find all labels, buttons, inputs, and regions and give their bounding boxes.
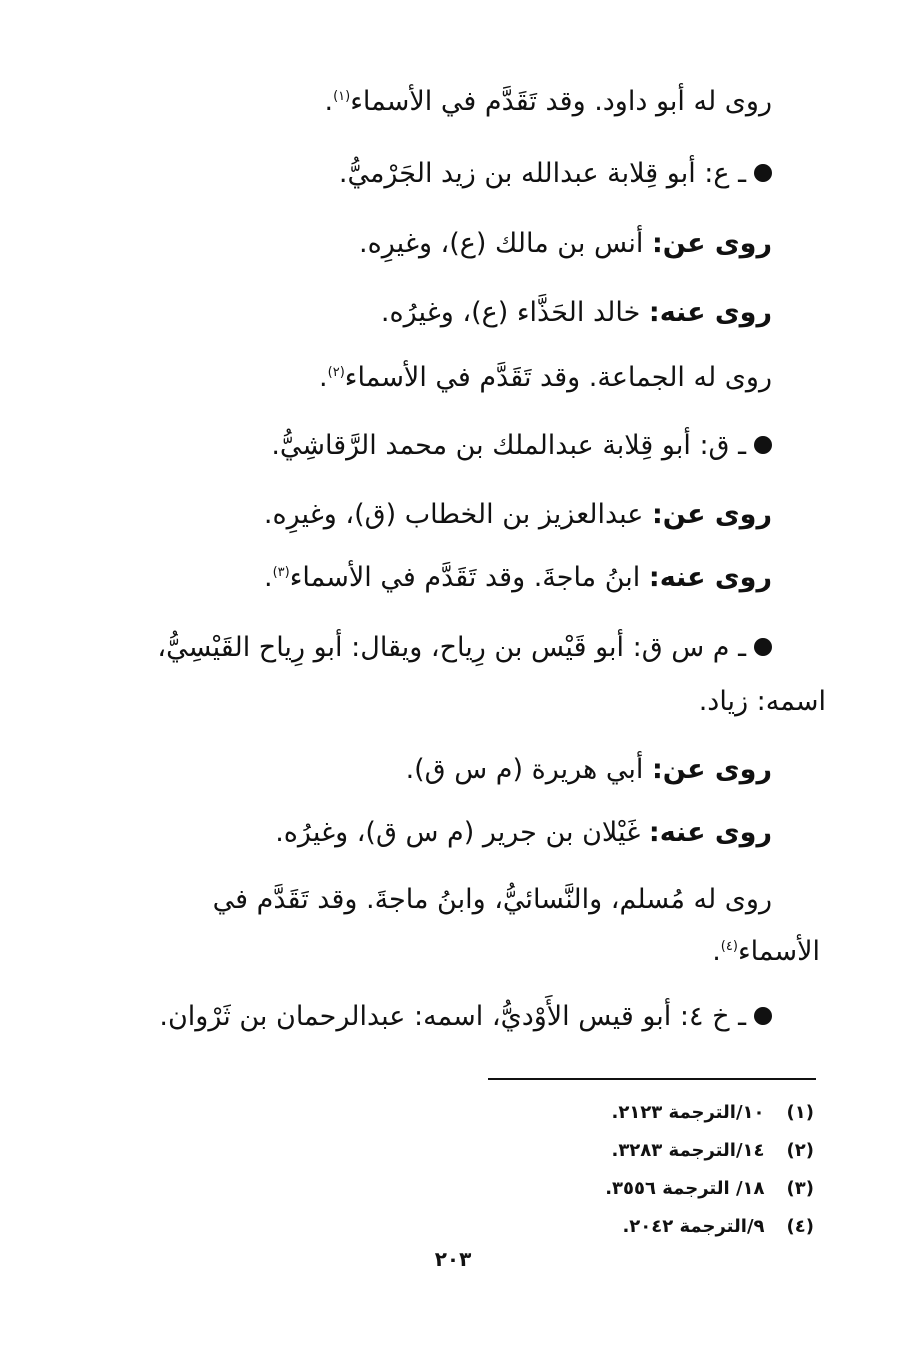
footnote-text: ٩/الترجمة ٢٠٤٢. bbox=[622, 1216, 765, 1237]
footnote-ref-3: (٣) bbox=[272, 565, 290, 580]
text-line-13 bbox=[213, 880, 772, 920]
text-line-8: روى عنه: ابنُ ماجةَ. وقد تَقَدَّم في الأسماء$^{(٣)}$. bbox=[263, 562, 772, 593]
narrated-by-label: روى عنه: bbox=[648, 562, 772, 593]
text-line-11 bbox=[406, 750, 772, 790]
entry-heading-abu-qays-ibn-riyah bbox=[157, 628, 772, 668]
bullet-icon bbox=[754, 638, 772, 656]
entry-heading-text: ـ خ ٤: أبو قيس الأَوْديُّ، اسمه: عبدالرحمان بن ثَرْوان. bbox=[159, 1001, 746, 1032]
text-line-10 bbox=[699, 682, 826, 722]
footnote-1 bbox=[611, 1100, 814, 1126]
text-line-5: روى له الجماعة. وقد تَقَدَّم في الأسماء$^{(٢)}$. bbox=[319, 362, 772, 393]
narrated-from-label: روى عن: bbox=[651, 754, 772, 785]
narrated-by-label: روى عنه: bbox=[648, 817, 772, 848]
footnote-text: ١٨/ الترجمة ٣٥٥٦. bbox=[605, 1178, 765, 1199]
text-line-4 bbox=[381, 293, 772, 333]
footnote-3 bbox=[605, 1176, 814, 1202]
footnote-separator bbox=[488, 1078, 816, 1080]
footnote-4 bbox=[622, 1214, 814, 1240]
bullet-icon bbox=[754, 164, 772, 182]
line-text: روى له مُسلم، والنَّسائيُّ، وابنُ ماجةَ. وقد تَقَدَّم في bbox=[212, 884, 772, 915]
line-text: عبدالعزيز بن الخطاب (ق)، وغيرِه. bbox=[263, 499, 644, 530]
bullet-icon bbox=[754, 1007, 772, 1025]
entry-heading-text: ـ ق: أبو قِلابة عبدالملك بن محمد الرَّقاشِيُّ. bbox=[271, 430, 746, 461]
line-text: اسمه: زياد. bbox=[698, 686, 826, 717]
text-line-3 bbox=[359, 224, 772, 264]
narrated-by-label: روى عنه: bbox=[648, 297, 772, 328]
text-line-14: الأسماء$^{(٤)}$. bbox=[712, 936, 820, 967]
footnote-number: (٢) bbox=[786, 1140, 814, 1161]
line-text: غَيْلان بن جرير (م س ق)، وغيرُه. bbox=[275, 817, 641, 848]
narrated-from-label: روى عن: bbox=[651, 499, 772, 530]
line-text: أنس بن مالك (ع)، وغيرِه. bbox=[359, 228, 644, 259]
narrated-from-label: روى عن: bbox=[651, 228, 772, 259]
footnote-2 bbox=[611, 1138, 814, 1164]
text-line-12 bbox=[275, 813, 772, 853]
line-text: روى له أبو داود. وقد تَقَدَّم في الأسماء bbox=[350, 86, 772, 117]
entry-heading-abu-qays-al-awdi bbox=[159, 997, 772, 1037]
footnote-text: ١٤/الترجمة ٣٢٨٣. bbox=[611, 1140, 765, 1161]
bullet-icon bbox=[754, 436, 772, 454]
text-line-7 bbox=[264, 495, 772, 535]
footnote-ref-2: (٢) bbox=[327, 365, 345, 380]
entry-heading-text: ـ م س ق: أبو قَيْس بن رِياح، ويقال: أبو رِياح القَيْسِيُّ، bbox=[157, 632, 746, 663]
footnote-ref-1: (١) bbox=[333, 89, 351, 104]
footnote-ref-4: (٤) bbox=[720, 939, 738, 954]
entry-heading-abu-qilaba-abdulmalik bbox=[271, 426, 772, 466]
entry-heading-abu-qilaba-abdullah bbox=[339, 154, 772, 194]
line-text: الأسماء bbox=[737, 936, 820, 967]
footnote-text: ١٠/الترجمة ٢١٢٣. bbox=[611, 1102, 765, 1123]
text-line-1: روى له أبو داود. وقد تَقَدَّم في الأسماء$^{(١)}$. bbox=[324, 86, 772, 117]
footnote-number: (١) bbox=[786, 1102, 814, 1123]
line-text: روى له الجماعة. وقد تَقَدَّم في الأسماء bbox=[344, 362, 772, 393]
footnote-number: (٣) bbox=[786, 1178, 814, 1199]
line-text: أبي هريرة (م س ق). bbox=[405, 754, 644, 785]
line-text: خالد الحَذَّاء (ع)، وغيرُه. bbox=[380, 297, 641, 328]
footnote-number: (٤) bbox=[786, 1216, 814, 1237]
entry-heading-text: ـ ع: أبو قِلابة عبدالله بن زيد الجَرْميُّ. bbox=[338, 158, 746, 189]
line-text: ابنُ ماجةَ. وقد تَقَدَّم في الأسماء bbox=[289, 562, 641, 593]
page-number: ٢٠٣ bbox=[434, 1247, 472, 1271]
